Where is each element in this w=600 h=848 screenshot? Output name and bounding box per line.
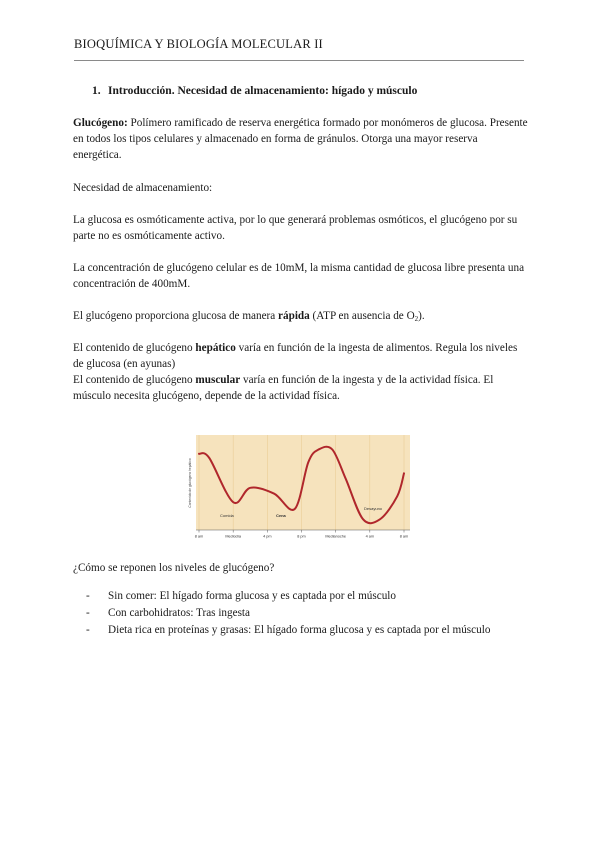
annotation-cena: Cena	[276, 513, 286, 518]
muscular-text-pre: El contenido de glucógeno	[73, 374, 196, 386]
document-header-title: BIOQUÍMICA Y BIOLOGÍA MOLECULAR II	[74, 37, 323, 51]
list-item: - Con carbohidratos: Tras ingesta	[86, 605, 490, 622]
section-number: 1.	[92, 85, 101, 97]
x-tick-label: 4 pm	[263, 534, 272, 539]
annotation-comida: Comida	[220, 513, 234, 518]
concentration-paragraph: La concentración de glucógeno celular es de 10mM, la misma cantidad de glucosa libre presenta una concentración de 400mM.	[73, 262, 525, 290]
section-heading	[92, 85, 417, 97]
rapid-paragraph	[73, 308, 528, 327]
section-title: Introducción. Necesidad de almacenamiento: hígado y músculo	[108, 85, 418, 97]
header-rule	[74, 60, 524, 61]
rapid-text-end: ).	[418, 310, 425, 322]
x-tick-label: 8 am	[399, 534, 409, 539]
x-tick-label: Medianoche	[325, 534, 347, 539]
x-tick-label: 4 am	[365, 534, 375, 539]
hepatic-bold: hepático	[195, 342, 236, 354]
hepatic-text-post: varía en función de la ingesta de alimentos. Regula los niveles de glucosa (en ayunas)	[73, 342, 518, 370]
chart-y-label: Contenido de glucógeno hepático	[188, 458, 192, 508]
hepatic-paragraph	[73, 340, 528, 372]
replenish-list	[86, 588, 490, 639]
glucogeno-definition	[73, 115, 528, 163]
list-item: - Sin comer: El hígado forma glucosa y es captada por el músculo	[86, 588, 490, 605]
chart-x-ticks	[195, 530, 410, 539]
muscular-paragraph	[73, 372, 528, 404]
hepatic-text-pre: El contenido de glucógeno	[73, 342, 196, 354]
osmotic-paragraph: La glucosa es osmóticamente activa, por lo que generará problemas osmóticos, el glucógeno por su parte no es osmóticamente activo.	[73, 214, 518, 242]
list-item: - Dieta rica en proteínas y grasas: El hígado forma glucosa y es captada por el músculo	[86, 622, 490, 639]
x-tick-label: 8 am	[194, 534, 204, 539]
x-tick-label: Mediodía	[225, 534, 241, 539]
rapid-text-post: (ATP en ausencia de O	[309, 310, 415, 322]
rapid-text-pre: El glucógeno proporciona glucosa de manera	[73, 310, 279, 322]
glucogeno-definition-text: Polímero ramificado de reserva energética formado por monómeros de glucosa. Presente en todos los tipos celulares y almacenado en forma de gránulos. Otorga una mayor reserva energética.	[73, 117, 528, 161]
annotation-desayuno: Desayuno	[364, 506, 383, 511]
glucogeno-term: Glucógeno:	[73, 117, 128, 129]
muscular-bold: muscular	[195, 374, 241, 386]
rapid-bold: rápida	[278, 310, 310, 322]
necesidad-heading: Necesidad de almacenamiento:	[73, 182, 213, 194]
muscular-text-post: varía en función de la ingesta y de la actividad física. El músculo necesita glucógeno, depende de la actividad física.	[73, 374, 494, 402]
question-heading: ¿Cómo se reponen los niveles de glucógeno?	[73, 562, 275, 574]
glycogen-chart	[182, 433, 412, 543]
x-tick-label: 8 pm	[297, 534, 306, 539]
oxygen-subscript: 2	[414, 315, 419, 323]
